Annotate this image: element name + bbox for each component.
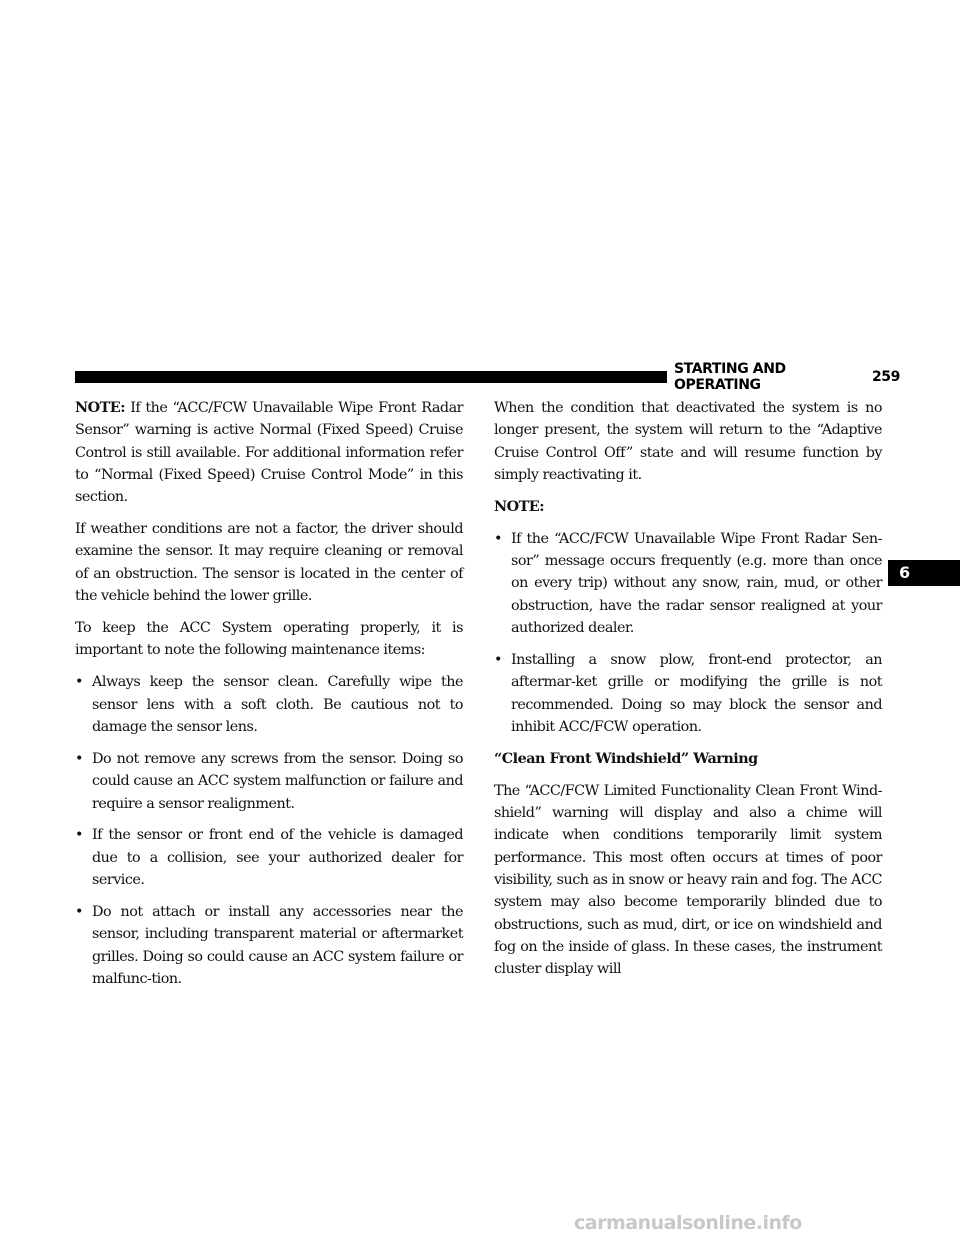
note-text: If the “ACC/FCW Unavailable Wipe Front Radar Sensor” warning is active Normal (Fixed Speed) Cruise Control is still available. For additional information refer to “Normal (Fixed Speed) Cruise Control Mode” in this section. bbox=[75, 400, 463, 506]
note-heading: NOTE: bbox=[494, 498, 545, 515]
maintenance-intro: To keep the ACC System operating properly, it is important to note the following maintenance items: bbox=[75, 620, 463, 659]
list-item bbox=[75, 671, 463, 738]
list-item bbox=[494, 649, 882, 738]
list-item-text: Do not attach or install any accessories near the sensor, including transparent material or aftermarket grilles. Doing so could cause an ACC system failure or malfunc-tion. bbox=[92, 904, 463, 987]
list-item bbox=[75, 901, 463, 990]
warning-heading: “Clean Front Windshield” Warning bbox=[494, 750, 758, 767]
weather-paragraph: If weather conditions are not a factor, the driver should examine the sensor. It may require cleaning or removal of an obstruction. The sensor is located in the center of the vehicle behind the lower grille. bbox=[75, 521, 463, 605]
note-paragraph bbox=[75, 397, 463, 508]
list-item-text: Installing a snow plow, front-end protector, an aftermar-ket grille or modifying the grille is not recommended. Doing so may block the sensor and inhibit ACC/FCW operation. bbox=[511, 652, 882, 735]
list-item bbox=[75, 748, 463, 815]
list-item-text: Always keep the sensor clean. Carefully wipe the sensor lens with a soft cloth. Be cautious not to damage the sensor lens. bbox=[92, 674, 463, 735]
watermark: carmanualsonline.info bbox=[574, 1212, 802, 1234]
bullet-icon: • bbox=[494, 652, 502, 669]
list-item-text: If the sensor or front end of the vehicle is damaged due to a collision, see your authorized dealer for service. bbox=[92, 827, 463, 889]
right-column bbox=[494, 397, 882, 990]
page-number: 259 bbox=[871, 369, 900, 385]
list-item-text: If the “ACC/FCW Unavailable Wipe Front Radar Sen-sor” message occurs frequently (e.g. more than once on every trip) without any snow, rain, mud, or other obstruction, have the radar sensor realigned at your authorized dealer. bbox=[511, 530, 882, 637]
note-label: NOTE: bbox=[75, 400, 126, 416]
list-item bbox=[75, 824, 463, 891]
bullet-icon: • bbox=[75, 674, 83, 691]
header-rule bbox=[75, 371, 667, 383]
chapter-tab: 6 bbox=[888, 560, 960, 586]
left-column bbox=[75, 397, 463, 1000]
section-title: STARTING AND OPERATING bbox=[674, 361, 786, 393]
bullet-icon: • bbox=[494, 530, 502, 547]
bullet-icon: • bbox=[75, 904, 83, 921]
warning-paragraph: The “ACC/FCW Limited Functionality Clean Front Wind-shield” warning will display and also a chime will indicate when conditions temporarily limit system performance. This most often occurs at times of poor visibility, such as in snow or heavy rain and fog. The ACC system may also become temporarily blinded due to obstructions, such as mud, dirt, or ice on windshield and fog on the inside of glass. In these cases, the instrument cluster display will bbox=[494, 782, 882, 978]
running-header bbox=[674, 361, 900, 393]
list-item-text: Do not remove any screws from the sensor. Doing so could cause an ACC system malfunction or failure and require a sensor realignment. bbox=[92, 750, 463, 812]
condition-paragraph: When the condition that deactivated the system is no longer present, the system will return to the “Adaptive Cruise Control Off” state and will resume function by simply reactivating it. bbox=[494, 400, 882, 483]
bullet-icon: • bbox=[75, 750, 83, 767]
list-item bbox=[494, 528, 882, 639]
bullet-icon: • bbox=[75, 827, 83, 844]
